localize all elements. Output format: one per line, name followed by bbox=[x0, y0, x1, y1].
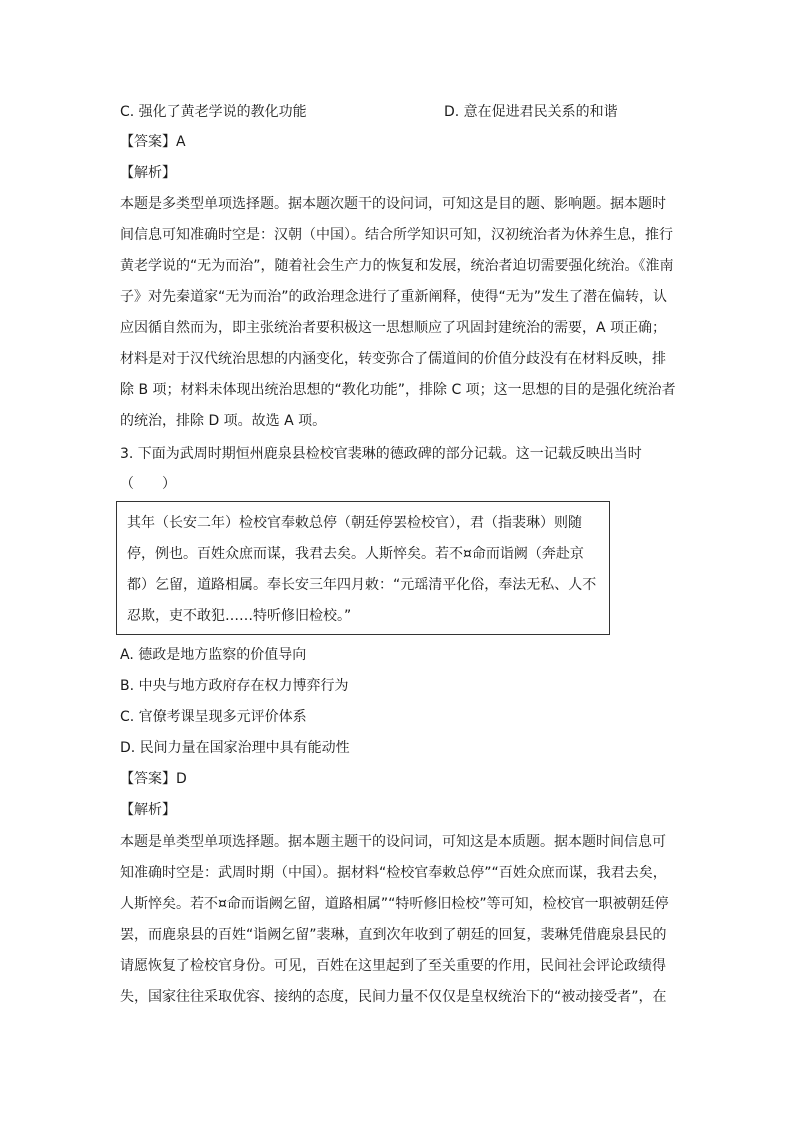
option-b: B. 中央与地方政府存在权力博弈行为 bbox=[120, 678, 349, 694]
material-line: 忍欺，吏不敢犯……特听修旧检校。” bbox=[127, 608, 352, 624]
answer-label: 【答案】D bbox=[120, 771, 187, 787]
analysis-line: 的统治，排除 D 项。故选 A 项。 bbox=[120, 413, 327, 429]
option-d: D. 民间力量在国家治理中具有能动性 bbox=[120, 740, 350, 756]
option-c: C. 官僚考课呈现多元评价体系 bbox=[120, 709, 307, 725]
analysis-line: 子》对先秦道家“无为而治”的政治理念进行了重新阐释，使得“无为”发生了潜在偏转，认 bbox=[120, 289, 668, 305]
analysis-line: 间信息可知准确时空是：汉朝（中国）。结合所学知识可知，汉初统治者为休养生息，推行 bbox=[120, 227, 673, 243]
analysis-line: 知准确时空是：武周时期（中国）。据材料“检校官奉敕总停”“百姓众庶而谋，我君去矣， bbox=[120, 865, 667, 881]
analysis-line: 本题是多类型单项选择题。据本题次题干的设问词，可知这是目的题、影响题。据本题时 bbox=[120, 196, 666, 212]
analysis-line: 黄老学说的“无为而治”，随着社会生产力的恢复和发展，统治者迫切需要强化统治。《淮南 bbox=[120, 258, 674, 274]
answer-parenthesis: （ ） bbox=[120, 476, 176, 492]
analysis-line: 除 B 项；材料未体现出统治思想的“教化功能”，排除 C 项；这一思想的目的是强化统治者 bbox=[120, 382, 676, 398]
analysis-line: 请愿恢复了检校官身份。可见，百姓在这里起到了至关重要的作用，民间社会评论政绩得 bbox=[120, 958, 666, 974]
material-box bbox=[116, 501, 610, 635]
analysis-line: 本题是单类型单项选择题。据本题主题干的设问词，可知这是本质题。据本题时间信息可 bbox=[120, 834, 666, 850]
material-line: 其年（长安二年）检校官奉敕总停（朝廷停罢检校官），君（指裴琳）则随 bbox=[127, 515, 582, 531]
analysis-label: 【解析】 bbox=[120, 802, 176, 818]
analysis-line: 材料是对于汉代统治思想的内涵变化，转变弥合了儒道间的价值分歧没有在材料反映，排 bbox=[120, 351, 666, 367]
analysis-line: 人斯悴矣。若不¤命而诣阙乞留，道路相属”“特听修旧检校”等可知，检校官一职被朝廷停 bbox=[120, 896, 669, 912]
analysis-line: 失，国家往往采取优容、接纳的态度，民间力量不仅仅是皇权统治下的“被动接受者”，在 bbox=[120, 989, 667, 1005]
question-stem: 3. 下面为武周时期恒州鹿泉县检校官裴琳的德政碑的部分记载。这一记载反映出当时 bbox=[120, 446, 642, 462]
option-d: D. 意在促进君民关系的和谐 bbox=[444, 104, 618, 120]
material-line: 停，例也。百姓众庶而谋，我君去矣。人斯悴矣。若不¤命而诣阙（奔赴京 bbox=[127, 546, 584, 562]
analysis-line: 应因循自然而为，即主张统治者要积极这一思想顺应了巩固封建统治的需要，A 项正确； bbox=[120, 320, 667, 336]
option-c: C. 强化了黄老学说的教化功能 bbox=[120, 104, 307, 120]
material-line: 都）乞留，道路相属。奉长安三年四月敕：“元瑶清平化俗，奉法无私、人不 bbox=[127, 577, 597, 593]
answer-label: 【答案】A bbox=[120, 134, 186, 150]
analysis-label: 【解析】 bbox=[120, 165, 176, 181]
option-a: A. 德政是地方监察的价值导向 bbox=[120, 647, 307, 663]
analysis-line: 罢，而鹿泉县的百姓“诣阙乞留”裴琳，直到次年收到了朝廷的回复，裴琳凭借鹿泉县民的 bbox=[120, 927, 667, 943]
